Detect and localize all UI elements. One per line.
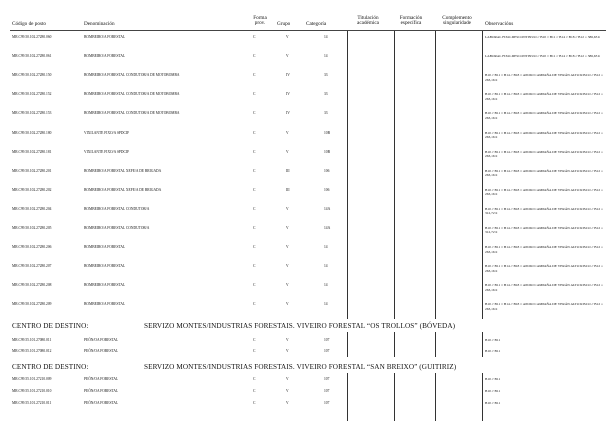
cell-grupo: III (286, 187, 290, 192)
column-divider (435, 373, 436, 421)
cell-codigo: MR.C99.50.102.27280.150 (12, 73, 52, 78)
cell-forma-prov: C (253, 389, 256, 393)
cell-grupo: V (286, 264, 289, 269)
column-divider (347, 31, 348, 319)
cell-categoria: 14 (324, 302, 328, 307)
cell-observacions: B10 // B11 (485, 338, 501, 342)
cell-denominacion: BOMBEIRO/A FORESTAL CONDUTOR/A DE MOTOBOMBA (84, 73, 180, 78)
cell-categoria: 33 (324, 73, 328, 78)
cell-denominacion: PEÓN/OA FORESTAL (84, 338, 119, 342)
cell-denominacion: BOMBEIRO/A FORESTAL (84, 264, 126, 269)
header-observacions: Observacións (485, 21, 514, 27)
cell-denominacion: BOMBEIRO/A FORESTAL (84, 54, 126, 59)
cell-codigo: MR.C99.50.102.27280.180 (12, 130, 52, 135)
header-categoria: Categoría (306, 21, 327, 27)
cell-grupo: V (286, 149, 289, 154)
cell-observacions: B10 // B11 // B14 // B18 // APOIO CAMPAÑA DE VERÁN ALTO RISCO // B12 = 263,16 € (485, 283, 603, 292)
cell-observacions: B10 // B11 // B14 // B18 // APOIO CAMPAÑA DE VERÁN ALTO RISCO // B12 = 263,16 € (485, 130, 603, 139)
cell-grupo: V (286, 302, 289, 307)
cell-codigo: MR.C99.50.102.27280.205 (12, 226, 52, 230)
cell-codigo: MR.C99.50.102.27280.208 (12, 283, 52, 288)
cell-categoria: 14 (324, 264, 328, 269)
cell-codigo: MR.C99.55.101.27210.011 (12, 401, 52, 405)
cell-denominacion: BOMBEIRO/A FORESTAL (84, 245, 126, 250)
column-divider (347, 332, 348, 357)
header-divider (10, 30, 606, 31)
cell-grupo: V (286, 35, 289, 39)
cell-grupo: V (286, 377, 289, 381)
cell-observacions: B10 // B11 // B14 // B18 // APOIO CAMPAÑA DE VERÁN ALTO RISCO // B12 = 263,16 € (485, 264, 603, 273)
cell-categoria: 107 (324, 348, 330, 353)
cell-categoria: 106 (324, 187, 330, 192)
cell-codigo: MR.C99.50.102.27280.204 (12, 206, 52, 211)
section2-name: SERVIZO MONTES/INDUSTRIAS FORESTAIS. VIVEIRO FORESTAL “SAN BREIXO” (GUITIRIZ) (144, 363, 457, 371)
cell-denominacion: PEÓN/OA FORESTAL (84, 377, 119, 381)
cell-codigo: MR.C99.50.102.27280.207 (12, 264, 52, 269)
cell-observacions: LABORAL FIXO-DESCONTINUO // B10 // B11 // B14 // B18 // B12 = 386,63 € (485, 54, 600, 59)
cell-denominacion: BOMBEIRO/A FORESTAL CONDUTOR/A DE MOTOBOMBA (84, 92, 180, 97)
cell-codigo: MR.C99.50.102.27280.209 (12, 302, 52, 307)
column-divider (482, 31, 483, 319)
header-complemento: Complemento singularidade (442, 15, 472, 27)
cell-forma-prov: C (253, 168, 256, 173)
cell-forma-prov: C (253, 130, 256, 135)
cell-forma-prov: C (253, 283, 256, 288)
cell-denominacion: VIXILANTE FIXO/A SPDCIF (84, 149, 130, 154)
cell-categoria: 106 (324, 168, 330, 173)
cell-grupo: V (286, 130, 289, 135)
cell-forma-prov: C (253, 73, 256, 78)
cell-denominacion: PEÓN/OA FORESTAL (84, 401, 119, 405)
header-grupo: Grupo (277, 21, 291, 27)
cell-forma-prov: C (253, 226, 256, 230)
cell-grupo: V (286, 54, 289, 59)
header-titulacion: Titulación académica (357, 15, 379, 27)
column-divider (394, 31, 395, 319)
cell-categoria: 107 (324, 389, 330, 393)
cell-observacions: B10 // B11 // B14 // B18 // APOIO CAMPAÑA DE VERÁN ALTO RISCO // B12 = 263,16 € (485, 111, 603, 120)
cell-categoria: 107 (324, 338, 330, 342)
cell-forma-prov: C (253, 401, 256, 405)
cell-categoria: 14 (324, 54, 328, 59)
cell-categoria: 33 (324, 111, 328, 116)
cell-codigo: MR.C99.50.102.27280.153 (12, 111, 52, 116)
section2-label: CENTRO DE DESTINO: (12, 363, 89, 371)
cell-grupo: IV (286, 73, 290, 78)
cell-forma-prov: C (253, 35, 256, 39)
cell-observacions: B10 // B11 // B14 // B18 // APOIO CAMPAÑA DE VERÁN ALTO RISCO // B12 = 263,16 € (485, 73, 603, 82)
cell-observacions: B10 // B11 (485, 348, 501, 353)
cell-grupo: V (286, 206, 289, 211)
cell-categoria: 10B (324, 149, 330, 154)
cell-categoria: 14 (324, 245, 328, 250)
cell-codigo: MR.C99.55.101.27080.012 (12, 348, 52, 353)
cell-grupo: V (286, 226, 289, 230)
column-divider (435, 31, 436, 319)
cell-denominacion: BOMBEIRO/A FORESTAL (84, 302, 126, 307)
column-divider (482, 332, 483, 357)
cell-grupo: IV (286, 111, 290, 116)
cell-denominacion: BOMBEIRO/A FORESTAL CONDUTOR/A DE MOTOBOMBA (84, 111, 180, 116)
cell-codigo: MR.C99.55.101.27210.009 (12, 377, 52, 381)
cell-denominacion: BOMBEIRO/A FORESTAL CONDUTOR/A (84, 226, 150, 230)
header-codigo: Código de posto (12, 21, 47, 27)
cell-forma-prov: C (253, 348, 256, 353)
cell-grupo: V (286, 348, 289, 353)
header-forma-prov: Forma prov. (253, 15, 267, 27)
cell-forma-prov: C (253, 245, 256, 250)
cell-grupo: IV (286, 92, 290, 97)
cell-denominacion: BOMBEIRO/A FORESTAL CONDUTOR/A (84, 206, 150, 211)
cell-observacions: B10 // B11 (485, 389, 501, 393)
cell-forma-prov: C (253, 92, 256, 97)
cell-grupo: III (286, 168, 290, 173)
cell-codigo: MR.C99.50.102.27280.181 (12, 149, 52, 154)
cell-codigo: MR.C99.50.102.27280.061 (12, 54, 52, 59)
cell-observacions: B10 // B11 // B14 // B18 // APOIO CAMPAÑA DE VERÁN ALTO RISCO // B12 = 263,16 € (485, 187, 603, 197)
cell-forma-prov: C (253, 149, 256, 154)
cell-observacions: B10 // B11 // B14 // B18 // APOIO CAMPAÑA DE VERÁN ALTO RISCO // B12 = 263,16 € (485, 302, 603, 311)
cell-categoria: 14 (324, 35, 328, 39)
cell-forma-prov: C (253, 206, 256, 211)
cell-codigo: MR.C99.50.102.27280.202 (12, 187, 52, 192)
cell-observacions: B10 // B11 // B14 // B18 // APOIO CAMPAÑA DE VERÁN ALTO RISCO // B12 = 312,72 € (485, 206, 603, 216)
header-formacion: Formación específica (399, 15, 423, 27)
cell-denominacion: VIXILANTE FIXO/A SPDCIF (84, 130, 130, 135)
cell-grupo: V (286, 389, 289, 393)
section1-name: SERVIZO MONTES/INDUSTRIAS FORESTAIS. VIVEIRO FORESTAL “OS TROLLOS” (BÓVEDA) (144, 322, 456, 330)
cell-denominacion: BOMBEIRO/A FORESTAL (84, 35, 126, 39)
column-divider (394, 332, 395, 357)
cell-observacions: B10 // B11 (485, 377, 501, 381)
cell-categoria: 107 (324, 377, 330, 381)
cell-forma-prov: C (253, 264, 256, 269)
cell-forma-prov: C (253, 187, 256, 192)
cell-categoria: 14A (324, 226, 331, 230)
cell-observacions: B10 // B11 // B14 // B18 // APOIO CAMPAÑA DE VERÁN ALTO RISCO // B12 = 263,16 € (485, 149, 603, 158)
cell-categoria: 10B (324, 130, 330, 135)
cell-grupo: V (286, 245, 289, 250)
cell-grupo: V (286, 283, 289, 288)
header-denominacion: Denominación (84, 21, 115, 27)
cell-codigo: MR.C99.50.102.27280.060 (12, 35, 52, 39)
cell-forma-prov: C (253, 377, 256, 381)
column-divider (347, 373, 348, 421)
cell-observacions: B10 // B11 (485, 401, 501, 405)
cell-observacions: LABORAL FIXO-DESCONTINUO // B10 // B11 // B14 // B18 // B12 = 386,63 € (485, 35, 600, 39)
cell-denominacion: BOMBEIRO/A FORESTAL XEFE/A DE BRIGADA (84, 168, 162, 173)
cell-observacions: B10 // B11 // B14 // B18 // APOIO CAMPAÑA DE VERÁN ALTO RISCO // B12 = 263,16 € (485, 168, 603, 178)
cell-codigo: MR.C99.55.101.27080.011 (12, 338, 52, 342)
cell-forma-prov: C (253, 302, 256, 307)
cell-codigo: MR.C99.50.102.27280.152 (12, 92, 52, 97)
column-divider (394, 373, 395, 421)
cell-denominacion: BOMBEIRO/A FORESTAL XEFE/A DE BRIGADA (84, 187, 162, 192)
column-divider (435, 332, 436, 357)
cell-codigo: MR.C99.55.101.27210.010 (12, 389, 52, 393)
cell-forma-prov: C (253, 54, 256, 59)
column-divider (482, 373, 483, 421)
cell-categoria: 14 (324, 283, 328, 288)
cell-codigo: MR.C99.50.102.27280.206 (12, 245, 52, 250)
cell-observacions: B10 // B11 // B14 // B18 // APOIO CAMPAÑA DE VERÁN ALTO RISCO // B12 = 263,16 € (485, 245, 603, 254)
cell-grupo: V (286, 338, 289, 342)
cell-categoria: 33 (324, 92, 328, 97)
cell-forma-prov: C (253, 338, 256, 342)
cell-grupo: V (286, 401, 289, 405)
cell-categoria: 107 (324, 401, 330, 405)
cell-denominacion: BOMBEIRO/A FORESTAL (84, 283, 126, 288)
cell-forma-prov: C (253, 111, 256, 116)
section1-label: CENTRO DE DESTINO: (12, 322, 89, 330)
cell-denominacion: PEÓN/OA FORESTAL (84, 389, 119, 393)
cell-observacions: B10 // B11 // B14 // B18 // APOIO CAMPAÑA DE VERÁN ALTO RISCO // B12 = 263,16 € (485, 92, 603, 101)
cell-denominacion: PEÓN/OA FORESTAL (84, 348, 119, 353)
cell-observacions: B10 // B11 // B14 // B18 // APOIO CAMPAÑA DE VERÁN ALTO RISCO // B12 = 312,72 € (485, 226, 603, 235)
cell-categoria: 14A (324, 206, 331, 211)
cell-codigo: MR.C99.50.102.27280.201 (12, 168, 52, 173)
